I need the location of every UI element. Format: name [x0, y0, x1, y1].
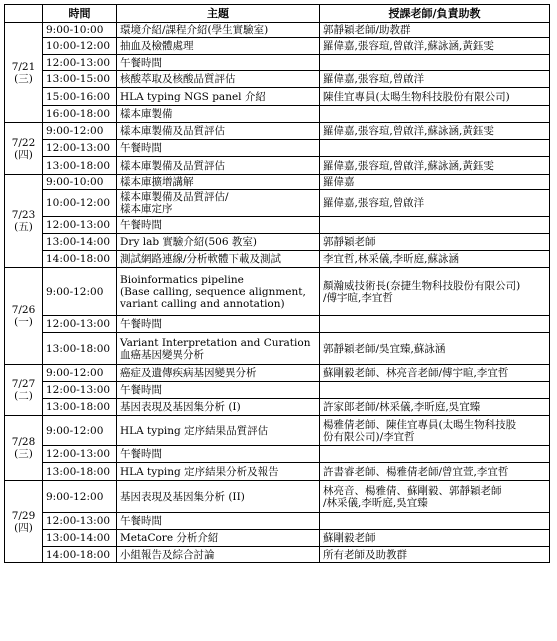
time-cell: 13:00-14:00: [43, 530, 117, 547]
time-cell: 16:00-18:00: [43, 106, 117, 123]
teacher-line: 羅偉嘉: [323, 176, 355, 188]
topic-line: Bioinformatics pipeline: [120, 273, 244, 286]
topic-line: 樣本庫擴增講解: [120, 176, 194, 188]
time-cell: 12:00-13:00: [43, 140, 117, 157]
teacher-line: 陳佳宜專員(太暘生物科技股份有限公司): [323, 90, 510, 103]
table-row: [5, 513, 550, 530]
day-cell: [5, 268, 43, 365]
time-cell: 10:00-12:00: [43, 190, 117, 217]
day-cell: [5, 365, 43, 416]
day-weekday: (一): [14, 316, 33, 328]
teacher-line: 郭靜穎老師: [323, 236, 376, 248]
time-cell: 14:00-18:00: [43, 547, 117, 563]
time-cell: 13:00-18:00: [43, 463, 117, 481]
teacher-line: /傅宇暄,李宜哲: [323, 291, 393, 304]
teacher-line: 許書睿老師、楊雅倩老師/曾宜萱,李宜哲: [323, 465, 509, 478]
teacher-cell: [320, 88, 550, 106]
topic-cell: [117, 157, 320, 175]
topic-cell: [117, 333, 320, 365]
topic-cell: [117, 23, 320, 38]
topic-cell: [117, 365, 320, 382]
topic-cell: [117, 416, 320, 446]
teacher-line: 羅偉嘉,張容瑄,曾啟洋,蘇詠涵,黃鈺雯: [323, 159, 494, 172]
table-row: [5, 71, 550, 88]
topic-line: 午餐時間: [120, 515, 162, 527]
table-row: [5, 416, 550, 446]
topic-line: (Base calling, sequence alignment,: [120, 285, 306, 298]
topic-line: 核酸萃取及核酸品質評估: [120, 73, 236, 85]
topic-cell: [117, 268, 320, 316]
teacher-cell: [320, 547, 550, 563]
teacher-line: 蘇剛毅老師、林亮音老師/傅宇暄,李宜哲: [323, 367, 509, 379]
day-weekday: (三): [14, 72, 33, 85]
topic-line: 血癌基因變異分析: [120, 348, 204, 361]
teacher-cell: [320, 382, 550, 399]
topic-line: 午餐時間: [120, 219, 162, 231]
time-cell: 12:00-13:00: [43, 446, 117, 463]
table-row: [5, 463, 550, 481]
topic-line: variant calling and annotation): [120, 297, 285, 310]
teacher-cell: [320, 123, 550, 140]
topic-line: HLA typing NGS panel 介紹: [120, 90, 266, 103]
header-topic: 主題: [117, 5, 320, 23]
topic-line: HLA typing 定序結果分析及報告: [120, 465, 279, 478]
schedule-table: [4, 4, 550, 563]
topic-cell: [117, 88, 320, 106]
teacher-line: /林采儀,李昕庭,吳宜臻: [323, 496, 428, 509]
teacher-cell: [320, 416, 550, 446]
header-time: 時間: [43, 5, 117, 23]
day-cell: [5, 123, 43, 175]
time-cell: 13:00-15:00: [43, 71, 117, 88]
topic-cell: [117, 190, 320, 217]
time-cell: 14:00-18:00: [43, 251, 117, 268]
time-cell: 9:00-10:00: [43, 23, 117, 38]
topic-line: 樣本庫製備及品質評估: [120, 159, 225, 172]
table-row: [5, 88, 550, 106]
table-row: [5, 234, 550, 251]
day-weekday: (四): [14, 521, 33, 534]
teacher-line: 所有老師及助教群: [323, 548, 407, 561]
teacher-line: 蘇剛毅老師: [323, 532, 376, 544]
day-date: 7/22: [11, 136, 36, 149]
teacher-cell: [320, 217, 550, 234]
topic-line: 抽血及檢體處理: [120, 40, 194, 52]
topic-cell: [117, 251, 320, 268]
day-weekday: (二): [14, 390, 33, 402]
topic-line: 基因表現及基因集分析 (I): [120, 401, 241, 413]
table-row: [5, 123, 550, 140]
teacher-cell: [320, 55, 550, 71]
topic-line: 樣本庫製備: [120, 108, 173, 120]
topic-line: 樣本庫定序: [120, 203, 173, 215]
teacher-cell: [320, 190, 550, 217]
teacher-line: 林亮音、楊雅倩、蘇剛毅、郭靜穎老師: [323, 484, 502, 497]
topic-cell: [117, 234, 320, 251]
teacher-line: 郭靜穎老師/吳宜臻,蘇詠涵: [323, 342, 446, 355]
teacher-cell: [320, 71, 550, 88]
teacher-cell: [320, 333, 550, 365]
day-date: 7/29: [11, 509, 36, 522]
topic-line: 環境介紹/課程介紹(學生實驗室): [120, 24, 269, 36]
topic-cell: [117, 55, 320, 71]
teacher-cell: [320, 140, 550, 157]
day-weekday: (三): [14, 448, 33, 460]
day-date: 7/21: [11, 60, 36, 73]
topic-line: Dry lab 實驗介紹(506 教室): [120, 236, 257, 248]
topic-cell: [117, 175, 320, 190]
teacher-line: 羅偉嘉,張容瑄,曾啟洋: [323, 73, 425, 85]
teacher-line: 羅偉嘉,張容瑄,曾啟洋,蘇詠涵,黃鈺雯: [323, 40, 494, 52]
teacher-cell: [320, 481, 550, 513]
time-cell: 12:00-13:00: [43, 316, 117, 333]
topic-cell: [117, 513, 320, 530]
teacher-cell: [320, 157, 550, 175]
time-cell: 9:00-12:00: [43, 123, 117, 140]
topic-line: 午餐時間: [120, 318, 162, 330]
table-row: [5, 316, 550, 333]
teacher-line: 羅偉嘉,張容瑄,曾啟洋,蘇詠涵,黃鈺雯: [323, 125, 494, 137]
table-row: [5, 55, 550, 71]
topic-line: Variant Interpretation and Curation: [120, 336, 311, 349]
day-cell: [5, 481, 43, 563]
time-cell: 9:00-12:00: [43, 268, 117, 316]
header-row: [5, 5, 550, 23]
day-weekday: (四): [14, 148, 33, 161]
teacher-cell: [320, 268, 550, 316]
time-cell: 12:00-13:00: [43, 382, 117, 399]
teacher-cell: [320, 106, 550, 123]
teacher-line: 羅偉嘉,張容瑄,曾啟洋: [323, 197, 425, 209]
day-cell: [5, 175, 43, 268]
topic-cell: [117, 140, 320, 157]
table-row: [5, 190, 550, 217]
teacher-cell: [320, 38, 550, 55]
table-row: [5, 365, 550, 382]
day-date: 7/27: [11, 378, 36, 390]
topic-cell: [117, 446, 320, 463]
time-cell: 12:00-13:00: [43, 55, 117, 71]
topic-line: 癌症及遺傳疾病基因變異分析: [120, 367, 257, 379]
teacher-cell: [320, 251, 550, 268]
time-cell: 9:00-12:00: [43, 365, 117, 382]
time-cell: 15:00-16:00: [43, 88, 117, 106]
teacher-cell: [320, 234, 550, 251]
teacher-line: 份有限公司)/李宜哲: [323, 430, 415, 443]
topic-cell: [117, 217, 320, 234]
teacher-line: 顏瀚威技術長(奈捷生物科技股份有限公司): [323, 279, 521, 292]
header-date: [5, 5, 43, 23]
teacher-cell: [320, 513, 550, 530]
table-row: [5, 268, 550, 316]
day-date: 7/23: [11, 209, 36, 221]
topic-line: 午餐時間: [120, 384, 162, 396]
table-row: [5, 382, 550, 399]
teacher-line: 許家郎老師/林采儀,李昕庭,吳宜臻: [323, 401, 481, 413]
table-row: [5, 38, 550, 55]
day-cell: [5, 416, 43, 481]
topic-cell: [117, 123, 320, 140]
table-row: [5, 23, 550, 38]
table-row: [5, 446, 550, 463]
table-row: [5, 547, 550, 563]
teacher-cell: [320, 530, 550, 547]
topic-cell: [117, 481, 320, 513]
topic-line: 午餐時間: [120, 56, 162, 69]
teacher-cell: [320, 175, 550, 190]
topic-line: 小組報告及綜合討論: [120, 548, 215, 561]
table-row: [5, 399, 550, 416]
topic-line: MetaCore 分析介紹: [120, 532, 219, 544]
header-teacher: 授課老師/負責助教: [320, 5, 550, 23]
topic-cell: [117, 547, 320, 563]
table-row: [5, 157, 550, 175]
topic-cell: [117, 530, 320, 547]
topic-cell: [117, 399, 320, 416]
topic-cell: [117, 316, 320, 333]
topic-cell: [117, 463, 320, 481]
schedule-body: [5, 23, 550, 563]
teacher-cell: [320, 316, 550, 333]
time-cell: 12:00-13:00: [43, 217, 117, 234]
table-row: [5, 106, 550, 123]
teacher-cell: [320, 365, 550, 382]
time-cell: 13:00-18:00: [43, 399, 117, 416]
day-cell: [5, 23, 43, 123]
topic-line: 基因表現及基因集分析 (II): [120, 490, 245, 503]
time-cell: 9:00-10:00: [43, 175, 117, 190]
table-row: [5, 175, 550, 190]
topic-cell: [117, 71, 320, 88]
table-row: [5, 217, 550, 234]
table-row: [5, 140, 550, 157]
topic-line: 午餐時間: [120, 142, 162, 154]
day-date: 7/28: [11, 436, 36, 448]
topic-cell: [117, 38, 320, 55]
teacher-line: 楊雅倩老師、陳佳宜專員(太暘生物科技股: [323, 418, 517, 431]
time-cell: 10:00-12:00: [43, 38, 117, 55]
topic-line: 樣本庫製備及品質評估/: [120, 191, 229, 203]
table-row: [5, 530, 550, 547]
topic-line: HLA typing 定序結果品質評估: [120, 424, 269, 437]
teacher-cell: [320, 463, 550, 481]
day-weekday: (五): [14, 221, 33, 233]
day-date: 7/26: [11, 304, 36, 316]
time-cell: 12:00-13:00: [43, 513, 117, 530]
teacher-cell: [320, 23, 550, 38]
teacher-cell: [320, 446, 550, 463]
time-cell: 13:00-18:00: [43, 157, 117, 175]
topic-line: 測試網路連線/分析軟體下載及測試: [120, 253, 282, 265]
time-cell: 13:00-18:00: [43, 333, 117, 365]
table-row: [5, 251, 550, 268]
time-cell: 13:00-14:00: [43, 234, 117, 251]
topic-line: 午餐時間: [120, 448, 162, 460]
teacher-cell: [320, 399, 550, 416]
table-row: [5, 481, 550, 513]
table-row: [5, 333, 550, 365]
topic-cell: [117, 106, 320, 123]
topic-cell: [117, 382, 320, 399]
time-cell: 9:00-12:00: [43, 416, 117, 446]
teacher-line: 李宜哲,林采儀,李昕庭,蘇詠涵: [323, 253, 460, 265]
schedule-document: [4, 4, 550, 563]
teacher-line: 郭靜穎老師/助教群: [323, 24, 411, 36]
topic-line: 樣本庫製備及品質評估: [120, 125, 225, 137]
time-cell: 9:00-12:00: [43, 481, 117, 513]
